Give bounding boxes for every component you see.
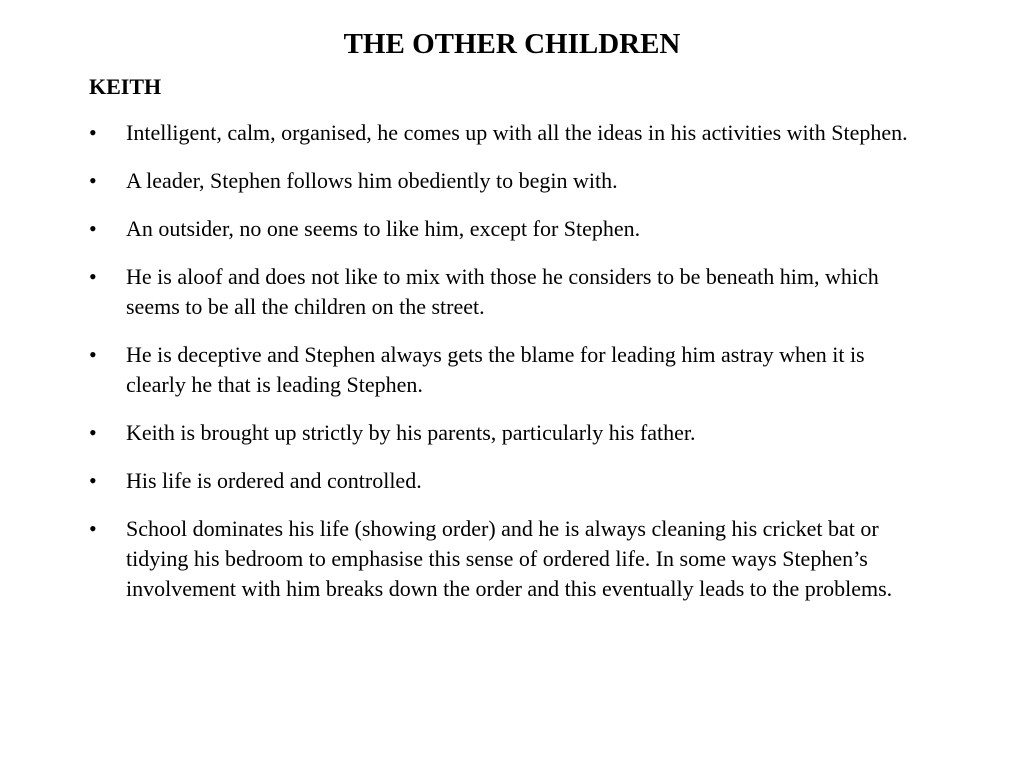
- bullet-marker: •: [89, 516, 97, 541]
- bullet-text: His life is ordered and controlled.: [126, 468, 422, 493]
- slide-title: THE OTHER CHILDREN: [343, 28, 681, 60]
- bullet-text: Intelligent, calm, organised, he comes up with all the ideas in his activities with Stephen.: [126, 120, 908, 145]
- bullet-text: An outsider, no one seems to like him, except for Stephen.: [126, 216, 641, 241]
- bullet-list: [89, 118, 919, 622]
- bullet-marker: •: [89, 264, 97, 289]
- bullet-item: [89, 418, 919, 448]
- bullet-item: [89, 262, 919, 322]
- bullet-text: Keith is brought up strictly by his parents, particularly his father.: [126, 420, 696, 445]
- bullet-text: He is deceptive and Stephen always gets the blame for leading him astray when it is clearly he that is leading Stephen.: [126, 342, 865, 397]
- bullet-marker: •: [89, 168, 97, 193]
- bullet-text: He is aloof and does not like to mix with those he considers to be beneath him, which seems to be all the children on the street.: [126, 264, 879, 319]
- bullet-marker: •: [89, 420, 97, 445]
- bullet-item: [89, 118, 919, 148]
- bullet-item: [89, 166, 919, 196]
- bullet-text: School dominates his life (showing order) and he is always cleaning his cricket bat or tidying his bedroom to emphasise this sense of ordered life. In some ways Stephen’s involvement with him breaks down the order and this eventually leads to the problems.: [126, 516, 893, 601]
- bullet-marker: •: [89, 468, 97, 493]
- bullet-item: [89, 340, 919, 400]
- bullet-marker: •: [89, 342, 97, 367]
- bullet-item: [89, 466, 919, 496]
- section-heading-keith: KEITH: [89, 74, 162, 99]
- bullet-text: A leader, Stephen follows him obediently to begin with.: [126, 168, 618, 193]
- bullet-marker: •: [89, 216, 97, 241]
- bullet-item: [89, 214, 919, 244]
- bullet-marker: •: [89, 120, 97, 145]
- bullet-item: [89, 514, 919, 604]
